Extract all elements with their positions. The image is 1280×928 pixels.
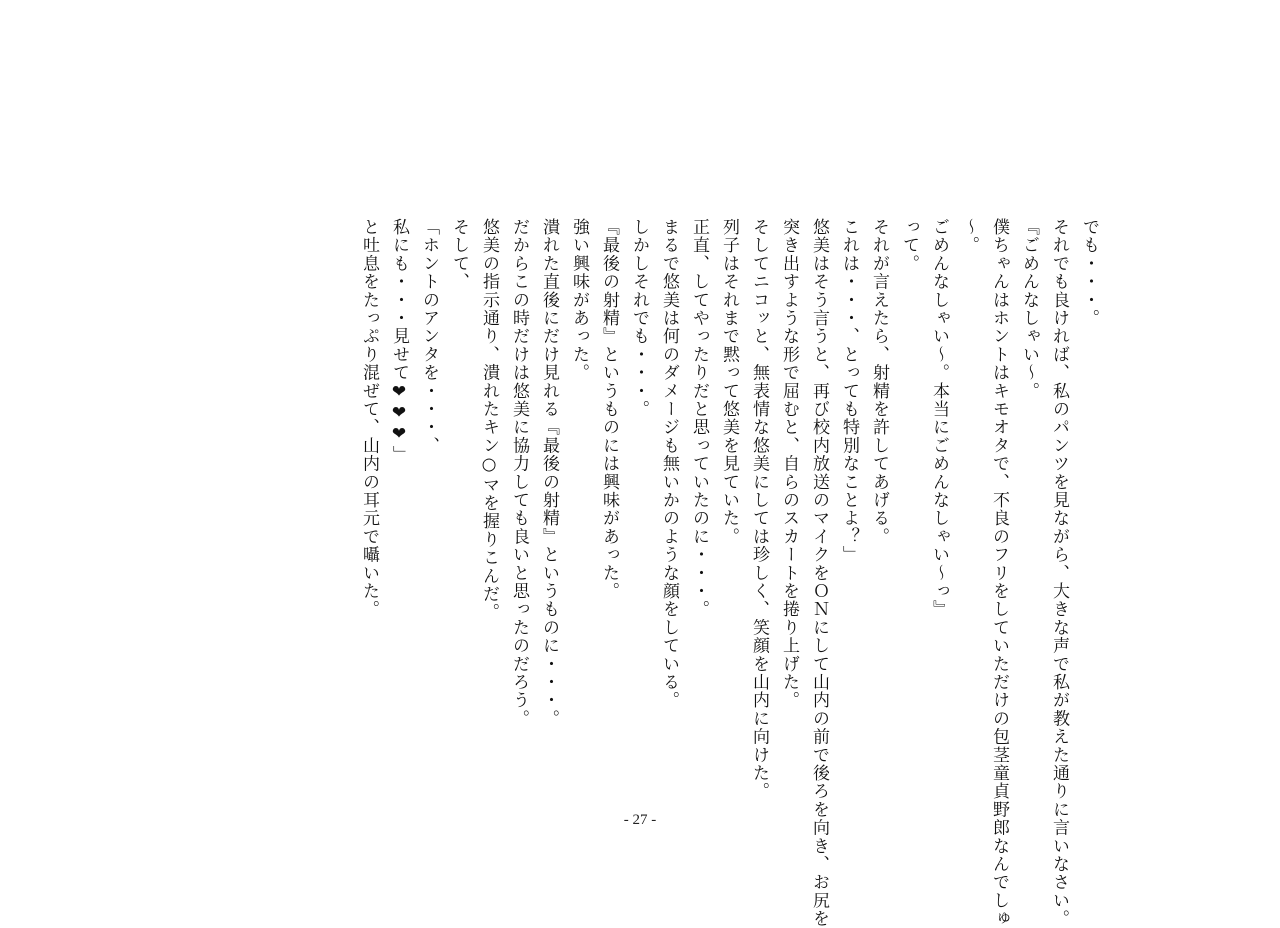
- text-line: 潰れた直後にだけ見れる『最後の射精』というものに・・・。: [539, 218, 559, 728]
- text-line: って。: [899, 218, 919, 273]
- text-line: まるで悠美は何のダメージも無いかのような顔をしている。: [659, 218, 679, 710]
- text-line: 悠美はそう言うと、再び校内放送のマイクをＯＮにして山内の前で後ろを向き、お尻を: [809, 218, 829, 928]
- text-line: 正直、してやったりだと思っていたのに・・・。: [689, 218, 709, 619]
- text-line: 「ホントのアンタを・・・、: [419, 218, 439, 455]
- text-line: と吐息をたっぷり混ぜて、山内の耳元で囁いた。: [359, 218, 379, 619]
- text-line: 強い興味があった。: [569, 218, 589, 382]
- text-line: ごめんなしゃい〜。本当にごめんなしゃい〜っ』: [929, 218, 949, 619]
- text-line: そして、: [449, 218, 469, 291]
- text-line: 列子はそれまで黙って悠美を見ていた。: [719, 218, 739, 546]
- text-line: 『最後の射精』というものには興味があった。: [599, 218, 619, 601]
- text-line: 〜。: [959, 218, 979, 255]
- page-number: - 27 -: [623, 812, 657, 828]
- text-line: それでも良ければ、私のパンツを見ながら、大きな声で私が教えた通りに言いなさい。: [1049, 218, 1069, 928]
- text-line: 突き出すような形で屈むと、自らのスカートを捲り上げた。: [779, 218, 799, 710]
- text-line: そしてニコッと、無表情な悠美にしては珍しく、笑顔を山内に向けた。: [749, 218, 769, 801]
- text-line: 『ごめんなしゃい〜。: [1019, 218, 1039, 400]
- text-line: 悠美の指示通り、潰れたキン○マを握りこんだ。: [479, 218, 499, 622]
- text-line: これは・・・、とっても特別なことよ？」: [839, 218, 859, 564]
- text-line: でも・・・。: [1079, 218, 1099, 328]
- text-line: だからこの時だけは悠美に協力しても良いと思ったのだろう。: [509, 218, 529, 728]
- text-line: 私にも・・・見せて❤❤❤」: [389, 218, 409, 464]
- text-line: それが言えたら、射精を許してあげる。: [869, 218, 889, 546]
- text-line: 僕ちゃんはホントはキモオタで、不良のフリをしていただけの包茎童貞野郎なんでしゅ: [989, 218, 1009, 928]
- text-line: しかしそれでも・・・。: [629, 218, 649, 419]
